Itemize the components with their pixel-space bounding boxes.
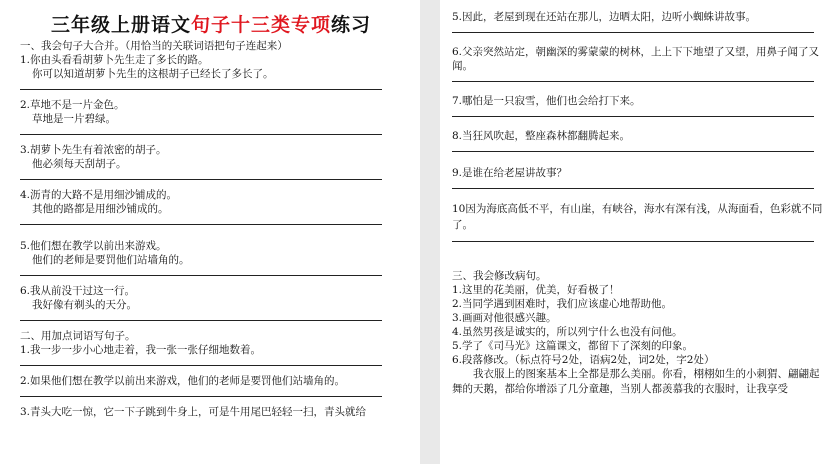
- section-2-heading: 二、用加点词语写句子。: [20, 330, 136, 342]
- question-6: 6.我从前没干过这一行。: [20, 285, 136, 297]
- question-6-right: 6.父亲突然站定，朝幽深的雾蒙蒙的树林，上上下下地望了又望，用鼻子闻了又闻。: [452, 46, 820, 72]
- title-part-2: 练习: [331, 14, 372, 36]
- paragraph-to-correct: 我衣服上的图案基本上全都是那么美丽。你看，栩栩如生的小刺猬、翩翩起舞的天鹅，都给你增添了几分童趣，当别人都羡慕我的衣服时，让我享受: [452, 368, 820, 395]
- section-1-heading: 一、我会句子大合并。（用恰当的关联词语把句子连起来）: [20, 40, 288, 52]
- question-4-sentence: 其他的路都是用细沙铺成的。: [32, 203, 169, 215]
- question-6-sentence: 我好像有剃头的天分。: [32, 299, 137, 311]
- answer-line-r7[interactable]: [452, 108, 814, 117]
- title-highlight: 句子十三类专项: [190, 14, 331, 36]
- question-2-sentence: 草地是一片碧绿。: [32, 113, 116, 125]
- answer-line-4[interactable]: [20, 216, 382, 225]
- list-item: 5.学了《司马光》这篇课文，都留下了深刻的印象。: [452, 340, 694, 352]
- list-item: 6.段落修改。（标点符号2处，语病2处，词2处，字2处）: [452, 354, 715, 366]
- answer-line-r6[interactable]: [452, 73, 814, 82]
- question-4: 4.沥青的大路不是用细沙铺成的。: [20, 189, 178, 201]
- section-2-question-2: 2.如果他们想在教学以前出来游戏，他们的老师是要罚他们站墙角的。: [20, 375, 346, 387]
- answer-line-r9[interactable]: [452, 180, 814, 189]
- question-3-sentence: 他必须每天刮胡子。: [32, 158, 127, 170]
- answer-line-3[interactable]: [20, 171, 382, 180]
- list-item: 4.虽然男孩是诚实的，所以列宁什么也没有问他。: [452, 326, 683, 338]
- question-10-right: 10因为海底高低不平，有山崖，有峡谷，海水有深有浅，从海面看，色彩就不同了。: [452, 203, 823, 231]
- question-9-right: 9.是谁在给老屋讲故事？: [452, 167, 568, 179]
- question-8-right: 8.当狂风吹起，整座森林都翻腾起来。: [452, 130, 631, 142]
- worksheet-right-page: [440, 0, 840, 464]
- list-item: 1.这里的花美丽，优美，好看极了！: [452, 284, 620, 296]
- page-gap: [420, 0, 440, 464]
- list-item: 3.画画对他很感兴趣。: [452, 312, 557, 324]
- page-title: [20, 10, 402, 36]
- section-3-heading: 三、我会修改病句。: [452, 270, 547, 282]
- question-1: 1.你由头看看胡萝卜先生走了多长的路。: [20, 54, 209, 66]
- answer-line-1[interactable]: [20, 81, 382, 90]
- section-2-answer-line-2[interactable]: [20, 388, 382, 397]
- question-5: 5.他们想在教学以前出来游戏。: [20, 240, 167, 252]
- list-item: 2.当同学遇到困难时，我们应该虚心地帮助他。: [452, 298, 673, 310]
- section-2-answer-line-1[interactable]: [20, 357, 382, 366]
- section-2-question-3: 3.青头大吃一惊，它一下子跳到牛身上，可是牛用尾巴轻轻一扫，青头就给: [20, 406, 367, 418]
- question-7-right: 7.哪怕是一只寂雪，他们也会给打下来。: [452, 95, 641, 107]
- section-2-question-1: 1.我一步一步小心地走着，我一张一张仔细地数着。: [20, 344, 262, 356]
- question-5-right: 5.因此，老屋到现在还站在那儿，边晒太阳，边听小蜘蛛讲故事。: [452, 11, 757, 23]
- answer-line-r8[interactable]: [452, 143, 814, 152]
- title-part-1: 三年级上册语文: [50, 14, 191, 36]
- question-1-sentence: 你可以知道胡萝卜先生的这根胡子已经长了多长了。: [32, 68, 274, 80]
- question-5-sentence: 他们的老师是要罚他们站墙角的。: [32, 254, 190, 266]
- question-2: 2.草地不是一片金色。: [20, 99, 125, 111]
- answer-line-r5[interactable]: [452, 24, 814, 33]
- answer-line-2[interactable]: [20, 126, 382, 135]
- question-3: 3.胡萝卜先生有着浓密的胡子。: [20, 144, 167, 156]
- answer-line-5[interactable]: [20, 267, 382, 276]
- answer-line-6[interactable]: [20, 312, 382, 321]
- answer-line-r10[interactable]: [452, 233, 814, 242]
